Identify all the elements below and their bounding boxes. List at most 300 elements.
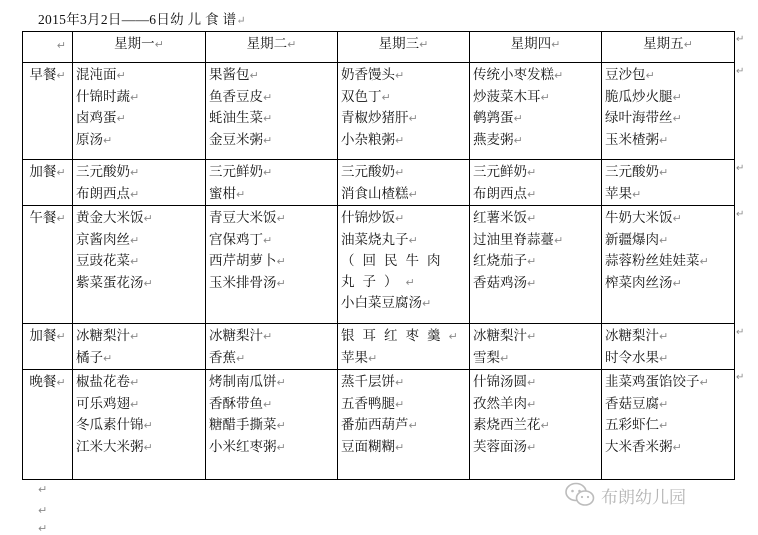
dish-name: 鹌鹑蛋 [473, 110, 514, 126]
day-header-label: 星期一 [114, 36, 155, 52]
day-header-label: 星期三 [378, 36, 420, 52]
paragraph-mark-icon: ↵ [699, 255, 709, 268]
dish-cell-mon [73, 324, 206, 370]
paragraph-mark-icon: ↵ [143, 212, 153, 225]
dish-name: 银耳红枣羹 [341, 328, 449, 344]
dish-item [473, 251, 598, 273]
dish-name: 油菜烧丸子 [341, 231, 409, 248]
dish-name: 红薯米饭 [473, 210, 527, 226]
paragraph-mark-icon: ↵ [408, 187, 418, 201]
paragraph-mark-icon: ↵ [527, 330, 537, 343]
dish-name: 烤制南瓜饼 [209, 374, 277, 390]
dish-item [209, 251, 334, 273]
day-header-label: 星期四 [510, 36, 552, 52]
dish-name: 小杂粮粥 [341, 131, 395, 148]
dish-name: 紫菜蛋花汤 [76, 274, 144, 291]
dish-name: 三元鲜奶 [209, 164, 263, 180]
dish-name: 卤鸡蛋 [76, 110, 117, 126]
dish-cell-thu [470, 160, 602, 206]
afternoon-snack-row [23, 324, 735, 370]
row-end-mark: ↵ [736, 163, 745, 174]
dish-item [473, 108, 598, 130]
dish-name: 金豆米粥 [209, 131, 263, 148]
dish-name: 冰糖梨汁 [76, 328, 130, 344]
dish-name: 玉米楂粥 [605, 131, 659, 148]
paragraph-mark-icon: ↵ [56, 69, 66, 82]
paragraph-mark-icon: ↵ [527, 376, 537, 389]
row-end-mark: ↵ [736, 327, 745, 338]
dish-name: 青椒炒猪肝 [341, 110, 409, 126]
dish-name: 香蕉 [209, 349, 236, 366]
menu-title-text: 2015年3月2日——6日幼 儿 食 谱 [38, 12, 237, 27]
dish-name: （回民牛肉丸子） [341, 253, 449, 290]
dish-item [76, 208, 202, 230]
dish-name: 三元酸奶 [341, 164, 395, 180]
dish-name: 冰糖梨汁 [209, 328, 263, 344]
dish-item [605, 108, 731, 130]
row-end-mark: ↵ [736, 34, 745, 45]
dish-item [209, 326, 334, 348]
paragraph-mark-icon: ↵ [143, 276, 153, 290]
day-header-thu [470, 32, 602, 63]
dish-item [341, 87, 466, 109]
meal-label: 加餐 [29, 328, 57, 344]
dish-name: 榨菜肉丝汤 [605, 274, 673, 291]
paragraph-mark-icon: ↵ [103, 351, 113, 365]
dish-cell-fri [602, 324, 735, 370]
dish-name: 糖醋手撕菜 [209, 417, 277, 433]
dish-name: 芙蓉面汤 [473, 438, 527, 455]
meal-label-cell [23, 63, 73, 160]
paragraph-mark-icon: ↵ [263, 133, 273, 147]
dish-item [605, 372, 731, 394]
dish-cell-fri [602, 370, 735, 480]
dish-item [209, 108, 334, 130]
dish-name: 牛奶大米饭 [605, 210, 673, 226]
dish-name: 西芹胡萝卜 [209, 253, 277, 269]
breakfast-row [23, 63, 735, 160]
meal-label-cell [23, 370, 73, 480]
paragraph-mark-icon: ↵ [659, 397, 669, 411]
paragraph-mark-icon: ↵ [130, 187, 140, 201]
dish-item [209, 394, 334, 416]
paragraph-mark-icon: ↵ [381, 90, 391, 104]
dish-name: 玉米排骨汤 [209, 274, 277, 291]
dish-item [605, 415, 731, 437]
dish-item [341, 108, 466, 130]
dish-item [605, 230, 731, 252]
dish-item [76, 108, 202, 130]
dish-name: 蒸千层饼 [341, 374, 395, 390]
paragraph-mark-icon: ↵ [683, 38, 693, 51]
paragraph-mark-icon: ↵ [659, 233, 669, 247]
dish-item [341, 162, 466, 184]
dish-item [76, 326, 202, 348]
paragraph-mark-icon: ↵ [116, 69, 126, 82]
dish-name: 小米红枣粥 [209, 438, 277, 455]
dish-name: 五香鸭腿 [341, 395, 395, 412]
dish-item [605, 87, 731, 109]
dish-name: 豆面糊糊 [341, 438, 395, 455]
paragraph-mark-icon: ↵ [659, 351, 669, 365]
dish-name: 五彩虾仁 [605, 417, 659, 433]
dish-item [341, 372, 466, 394]
morning-snack-row [23, 160, 735, 206]
paragraph-mark-icon: ↵ [276, 212, 286, 225]
meal-label: 晚餐 [29, 374, 57, 390]
dish-item [209, 372, 334, 394]
dish-item [209, 273, 334, 295]
paragraph-mark-icon: ↵ [513, 112, 523, 125]
dish-cell-mon [73, 370, 206, 480]
dish-name: 香酥带鱼 [209, 395, 263, 412]
paragraph-mark-icon: ↵ [116, 112, 126, 125]
paragraph-mark-icon: ↵ [659, 330, 669, 343]
dish-name: 雪梨 [473, 349, 500, 366]
paragraph-mark-icon: ↵ [276, 376, 286, 389]
paragraph-mark-icon: ↵ [395, 376, 405, 389]
dish-name: 鱼香豆皮 [209, 88, 263, 105]
dish-item [473, 230, 598, 252]
paragraph-mark-icon: ↵ [448, 330, 458, 343]
dish-name: 消食山楂糕 [341, 185, 409, 202]
dish-item [341, 230, 466, 252]
dish-item [76, 162, 202, 184]
dish-item [605, 326, 731, 348]
meal-label-cell [23, 160, 73, 206]
dish-name: 什锦时蔬 [76, 88, 130, 105]
paragraph-mark-icon: ↵ [699, 376, 709, 389]
dish-item [473, 372, 598, 394]
dish-item [76, 251, 202, 273]
paragraph-mark-icon: ↵ [130, 376, 140, 389]
dish-item [473, 273, 598, 295]
dish-name: 蜜柑 [209, 185, 236, 202]
dish-item [473, 415, 598, 437]
paragraph-mark-icon: ↵ [513, 133, 523, 147]
dish-item [605, 273, 731, 295]
dish-cell-wed [338, 160, 470, 206]
dish-name: 果酱包 [209, 67, 250, 83]
paragraph-mark-icon: ↵ [287, 38, 297, 51]
watermark [565, 482, 686, 508]
dish-name: 京酱肉丝 [76, 231, 130, 248]
paragraph-mark-icon: ↵ [130, 255, 140, 268]
paragraph-mark-icon: ↵ [38, 522, 48, 535]
dish-item [473, 394, 598, 416]
paragraph-mark-icon: ↵ [554, 69, 564, 82]
paragraph-mark-icon: ↵ [527, 187, 537, 201]
paragraph-mark-icon: ↵ [276, 276, 286, 290]
dish-name: 椒盐花卷 [76, 374, 130, 390]
dish-name: 冬瓜素什锦 [76, 417, 144, 433]
paragraph-mark-icon: ↵ [263, 330, 273, 343]
paragraph-mark-icon: ↵ [130, 397, 140, 411]
dish-name: 香菇豆腐 [605, 395, 659, 412]
dish-cell-fri [602, 160, 735, 206]
dish-item [473, 130, 598, 152]
dish-item [605, 65, 731, 87]
paragraph-mark-icon: ↵ [408, 233, 418, 247]
paragraph-mark-icon: ↵ [659, 133, 669, 147]
paragraph-mark-icon: ↵ [408, 112, 418, 125]
paragraph-mark-icon: ↵ [422, 297, 432, 310]
dish-item [605, 251, 731, 273]
paragraph-mark-icon: ↵ [143, 440, 153, 454]
dish-item [341, 130, 466, 152]
dish-name: 什锦汤圆 [473, 374, 527, 390]
dish-item [605, 162, 731, 184]
dish-item [76, 348, 202, 370]
dish-name: 过油里脊蒜薹 [473, 231, 554, 248]
dish-item [76, 394, 202, 416]
paragraph-mark-icon: ↵ [551, 38, 561, 51]
dish-item [605, 437, 731, 459]
dish-item [473, 348, 598, 370]
dish-cell-tue [206, 370, 338, 480]
paragraph-mark-icon: ↵ [56, 166, 66, 179]
paragraph-mark-icon: ↵ [408, 419, 418, 432]
menu-title [38, 8, 246, 28]
paragraph-mark-icon: ↵ [276, 419, 286, 432]
dish-item [341, 326, 466, 348]
paragraph-mark-icon: ↵ [38, 483, 48, 496]
dish-name: 黄金大米饭 [76, 210, 144, 226]
dish-cell-tue [206, 63, 338, 160]
paragraph-mark-icon: ↵ [263, 233, 273, 247]
paragraph-mark-icon: ↵ [527, 397, 537, 411]
dish-item [209, 348, 334, 370]
dish-cell-wed [338, 206, 470, 324]
paragraph-mark-icon: ↵ [405, 275, 415, 289]
paragraph-mark-icon: ↵ [419, 38, 429, 51]
paragraph-mark-icon: ↵ [395, 69, 405, 82]
dish-item [341, 348, 466, 370]
paragraph-mark-icon: ↵ [263, 397, 273, 411]
paragraph-mark-icon: ↵ [540, 419, 550, 432]
paragraph-mark-icon: ↵ [672, 90, 682, 104]
dish-cell-wed [338, 63, 470, 160]
dish-item [473, 65, 598, 87]
paragraph-mark-icon: ↵ [236, 15, 246, 27]
dish-item [341, 184, 466, 206]
dish-item [473, 437, 598, 459]
dish-name: 绿叶海带丝 [605, 110, 673, 126]
paragraph-mark-icon: ↵ [395, 397, 405, 411]
meal-label: 早餐 [29, 67, 57, 83]
dish-item [341, 208, 466, 230]
paragraph-mark-icon: ↵ [395, 133, 405, 147]
day-header-wed [338, 32, 470, 63]
dish-name: 素烧西兰花 [473, 417, 541, 433]
paragraph-mark-icon: ↵ [130, 233, 140, 247]
dish-item [76, 273, 202, 295]
day-header-label: 星期五 [643, 36, 684, 52]
dish-cell-wed [338, 324, 470, 370]
row-end-mark: ↵ [736, 372, 745, 383]
paragraph-mark-icon: ↵ [527, 212, 537, 225]
corner-cell [23, 32, 73, 63]
paragraph-mark-icon: ↵ [645, 69, 655, 82]
dish-name: 大米香米粥 [605, 438, 673, 455]
paragraph-mark-icon: ↵ [236, 351, 246, 365]
dish-name: 苹果 [605, 185, 632, 202]
paragraph-mark-icon: ↵ [527, 166, 537, 179]
paragraph-mark-icon: ↵ [276, 255, 286, 268]
paragraph-mark-icon: ↵ [554, 233, 564, 247]
dish-item [76, 130, 202, 152]
paragraph-mark-icon: ↵ [263, 112, 273, 125]
dish-cell-mon [73, 63, 206, 160]
paragraph-mark-icon: ↵ [38, 504, 48, 517]
dish-item [605, 130, 731, 152]
paragraph-mark-icon: ↵ [395, 212, 405, 225]
dish-name: 冰糖梨汁 [605, 328, 659, 344]
dish-item [209, 87, 334, 109]
dish-item [76, 372, 202, 394]
paragraph-mark-icon: ↵ [659, 419, 669, 432]
header-row [23, 32, 735, 63]
lunch-row [23, 206, 735, 324]
dish-name: 双色丁 [341, 88, 382, 105]
dish-item [473, 184, 598, 206]
dish-item [341, 415, 466, 437]
dish-name: 布朗西点 [473, 185, 527, 202]
paragraph-mark-icon: ↵ [527, 440, 537, 454]
paragraph-mark-icon: ↵ [500, 351, 510, 365]
dish-cell-thu [470, 370, 602, 480]
paragraph-mark-icon: ↵ [659, 166, 669, 179]
dish-name: 奶香馒头 [341, 67, 395, 83]
dish-cell-thu [470, 324, 602, 370]
dish-name: 香菇鸡汤 [473, 274, 527, 291]
dish-name: 韭菜鸡蛋馅饺子 [605, 374, 700, 390]
dish-name: 新疆爆肉 [605, 231, 659, 248]
meal-label: 午餐 [29, 210, 57, 226]
dish-name: 三元酸奶 [76, 164, 130, 180]
dish-item [341, 251, 466, 293]
dish-item [341, 394, 466, 416]
paragraph-mark-icon: ↵ [56, 212, 66, 225]
dish-item [605, 394, 731, 416]
row-end-mark: ↵ [736, 209, 745, 220]
dish-name: 三元鲜奶 [473, 164, 527, 180]
dish-name: 青豆大米饭 [209, 210, 277, 226]
dish-name: 燕麦粥 [473, 131, 514, 148]
meal-label-cell [23, 206, 73, 324]
dish-name: 炒菠菜木耳 [473, 88, 541, 105]
dish-name: 孜然羊肉 [473, 395, 527, 412]
paragraph-mark-icon: ↵ [672, 112, 682, 125]
dish-cell-tue [206, 160, 338, 206]
dish-cell-tue [206, 206, 338, 324]
dish-item [209, 162, 334, 184]
dish-item [341, 65, 466, 87]
paragraph-mark-icon: ↵ [130, 166, 140, 179]
paragraph-mark-icon: ↵ [103, 133, 113, 147]
dish-name: 苹果 [341, 349, 368, 366]
dish-item [341, 293, 466, 315]
paragraph-mark-icon: ↵ [263, 90, 273, 104]
paragraph-mark-icon: ↵ [130, 330, 140, 343]
dish-name: 橘子 [76, 349, 103, 366]
paragraph-mark-icon: ↵ [249, 69, 259, 82]
dish-name: 小白菜豆腐汤 [341, 295, 422, 311]
dish-cell-thu [470, 206, 602, 324]
dish-item [605, 208, 731, 230]
dish-cell-wed [338, 370, 470, 480]
dish-item [605, 184, 731, 206]
dish-item [473, 326, 598, 348]
dish-item [473, 87, 598, 109]
paragraph-mark-icon: ↵ [672, 276, 682, 290]
wechat-logo-icon [565, 482, 595, 508]
meal-label: 加餐 [29, 164, 57, 180]
dinner-row [23, 370, 735, 480]
dish-item [209, 184, 334, 206]
dish-name: 布朗西点 [76, 185, 130, 202]
paragraph-mark-icon: ↵ [143, 419, 153, 432]
dish-name: 混沌面 [76, 67, 117, 83]
paragraph-mark-icon: ↵ [395, 440, 405, 454]
dish-name: 宫保鸡丁 [209, 231, 263, 248]
dish-name: 蒜蓉粉丝娃娃菜 [605, 253, 700, 269]
dish-name: 时令水果 [605, 349, 659, 366]
dish-item [76, 415, 202, 437]
watermark-text: 布朗幼儿园 [601, 487, 686, 508]
paragraph-mark-icon: ↵ [632, 187, 642, 201]
paragraph-mark-icon: ↵ [56, 330, 66, 343]
paragraph-mark-icon: ↵ [527, 255, 537, 268]
dish-item [209, 415, 334, 437]
dish-cell-fri [602, 206, 735, 324]
dish-cell-fri [602, 63, 735, 160]
dish-item [76, 437, 202, 459]
dish-item [209, 130, 334, 152]
dish-item [209, 65, 334, 87]
dish-name: 脆瓜炒火腿 [605, 88, 673, 105]
dish-item [76, 65, 202, 87]
dish-name: 冰糖梨汁 [473, 328, 527, 344]
dish-name: 什锦炒饭 [341, 210, 395, 226]
dish-cell-thu [470, 63, 602, 160]
dish-item [473, 208, 598, 230]
paragraph-mark-icon: ↵ [672, 440, 682, 454]
dish-cell-mon [73, 206, 206, 324]
dish-cell-mon [73, 160, 206, 206]
dish-item [473, 162, 598, 184]
dish-name: 三元酸奶 [605, 164, 659, 180]
day-header-label: 星期二 [246, 36, 288, 52]
dish-item [341, 437, 466, 459]
dish-name: 可乐鸡翅 [76, 395, 130, 412]
dish-item [76, 87, 202, 109]
dish-name: 蚝油生菜 [209, 110, 263, 126]
paragraph-mark-icon: ↵ [263, 166, 273, 179]
dish-name: 原汤 [76, 131, 103, 148]
dish-item [209, 208, 334, 230]
paragraph-mark-icon: ↵ [236, 187, 246, 201]
paragraph-mark-icon: ↵ [540, 90, 550, 104]
dish-item [76, 230, 202, 252]
paragraph-mark-icon: ↵ [672, 212, 682, 225]
dish-item [209, 230, 334, 252]
day-header-mon [73, 32, 206, 63]
paragraph-mark-icon: ↵ [56, 39, 66, 52]
dish-name: 传统小枣发糕 [473, 67, 554, 83]
menu-table [22, 31, 735, 480]
dish-item [209, 437, 334, 459]
